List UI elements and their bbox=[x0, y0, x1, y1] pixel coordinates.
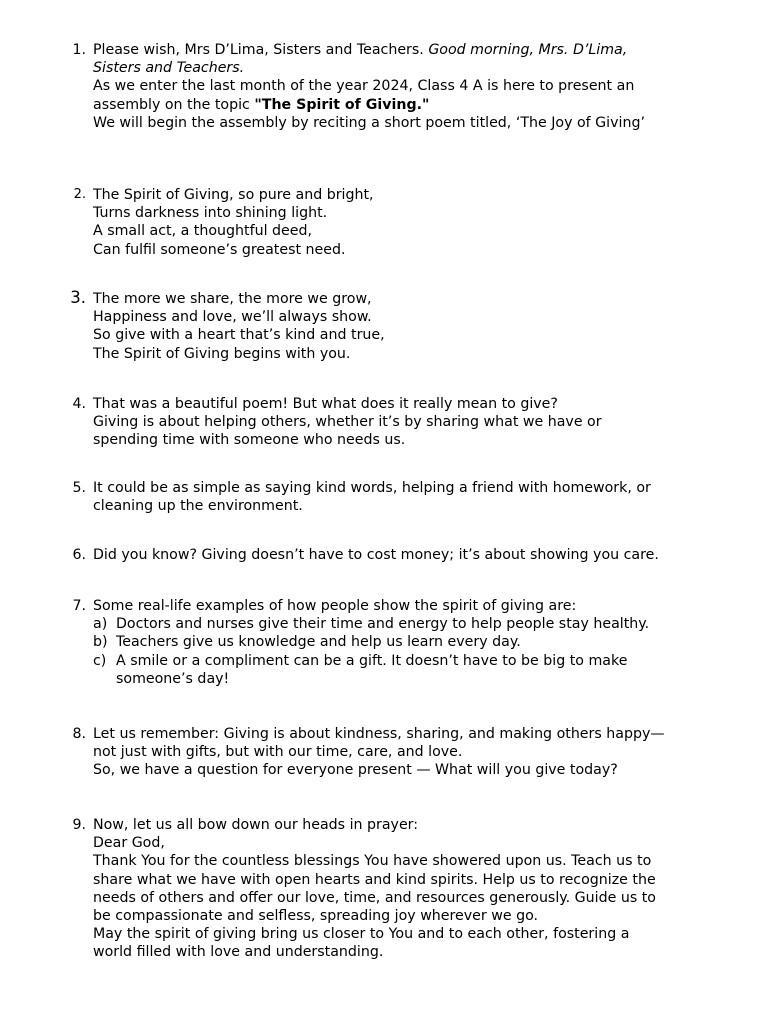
poem-line: The Spirit of Giving begins with you. bbox=[93, 345, 351, 362]
poem-line: Can fulfil someone’s greatest need. bbox=[93, 241, 346, 258]
list-item-5 bbox=[60, 479, 730, 515]
list-item-7 bbox=[60, 597, 730, 688]
poem-line: The Spirit of Giving, so pure and bright, bbox=[93, 187, 374, 203]
poem-line: The more we share, the more we grow, bbox=[93, 291, 372, 307]
text-line: not just with gifts, but with our time, care, and love. bbox=[93, 744, 463, 761]
poem-line: Turns darkness into shining light. bbox=[93, 205, 328, 222]
poem-line: So give with a heart that’s kind and true, bbox=[93, 327, 385, 344]
greeting-line bbox=[93, 41, 733, 59]
text-line: Some real-life examples of how people show the spirit of giving are: bbox=[93, 598, 577, 614]
text-line: It could be as simple as saying kind words, helping a friend with homework, or bbox=[93, 480, 651, 496]
text-line: Dear God, bbox=[93, 835, 165, 852]
poem-stanza-2 bbox=[93, 290, 733, 363]
item-body bbox=[93, 546, 733, 564]
text-line: A smile or a compliment can be a gift. It doesn’t have to be big to make bbox=[116, 652, 628, 669]
text-line: someone’s day! bbox=[116, 670, 230, 687]
sub-item-c bbox=[93, 652, 733, 688]
greeting-reply-continued: Sisters and Teachers. bbox=[93, 60, 245, 77]
sub-item-label: b) bbox=[93, 634, 108, 651]
sub-item-label: a) bbox=[93, 616, 108, 633]
item-number: 1. bbox=[72, 42, 86, 58]
intro-line: We will begin the assembly by reciting a short poem titled, ‘The Joy of Giving’ bbox=[93, 114, 645, 131]
text-line: cleaning up the environment. bbox=[93, 498, 303, 515]
item-number: 6. bbox=[72, 547, 86, 563]
poem-stanza-1 bbox=[93, 186, 733, 259]
text-line: spending time with someone who needs us. bbox=[93, 432, 406, 449]
topic-line bbox=[93, 96, 733, 114]
text-line: needs of others and offer our love, time, and resources generously. Guide us to bbox=[93, 889, 656, 906]
poem-line: A small act, a thoughtful deed, bbox=[93, 223, 312, 240]
greeting-text: Please wish, Mrs D’Lima, Sisters and Teachers. bbox=[93, 42, 424, 58]
text-line: Thank You for the countless blessings You have showered upon us. Teach us to bbox=[93, 853, 652, 870]
text-line: Giving is about helping others, whether it’s by sharing what we have or bbox=[93, 414, 602, 431]
sub-item-a bbox=[93, 615, 733, 633]
item-number: 9. bbox=[72, 817, 86, 833]
item-number: 5. bbox=[72, 480, 86, 496]
sub-item-b bbox=[93, 633, 733, 651]
item-body bbox=[93, 725, 733, 780]
text-line: That was a beautiful poem! But what does it really mean to give? bbox=[93, 396, 558, 412]
prayer-body bbox=[93, 816, 733, 962]
text-line: be compassionate and selfless, spreading joy wherever we go. bbox=[93, 908, 539, 925]
list-item-3 bbox=[60, 290, 730, 363]
item-number: 2. bbox=[73, 187, 86, 202]
poem-line: Happiness and love, we’ll always show. bbox=[93, 309, 372, 326]
text-line: Teachers give us knowledge and help us learn every day. bbox=[116, 634, 521, 651]
item-body bbox=[93, 395, 733, 450]
item-number: 8. bbox=[72, 726, 86, 742]
intro-line: As we enter the last month of the year 2024, Class 4 A is here to present an bbox=[93, 78, 635, 95]
list-item-1 bbox=[60, 41, 730, 132]
text-line: Doctors and nurses give their time and energy to help people stay healthy. bbox=[116, 616, 650, 633]
sub-item-label: c) bbox=[93, 652, 107, 669]
list-item-2 bbox=[60, 186, 730, 259]
intro-text: assembly on the topic bbox=[93, 96, 250, 113]
item-number: 4. bbox=[72, 396, 86, 412]
list-item-8 bbox=[60, 725, 730, 780]
item-body bbox=[93, 479, 733, 515]
item-body bbox=[93, 41, 733, 132]
greeting-reply: Good morning, Mrs. D’Lima, bbox=[428, 42, 628, 58]
item-number: 3. bbox=[70, 288, 86, 307]
text-line: share what we have with open hearts and kind spirits. Help us to recognize the bbox=[93, 871, 656, 888]
list-item-9 bbox=[60, 816, 730, 962]
text-line: Did you know? Giving doesn’t have to cost money; it’s about showing you care. bbox=[93, 547, 659, 563]
text-line: Let us remember: Giving is about kindness, sharing, and making others happy— bbox=[93, 726, 665, 742]
text-line: world filled with love and understanding. bbox=[93, 944, 384, 961]
text-line: Now, let us all bow down our heads in prayer: bbox=[93, 817, 419, 833]
item-body bbox=[93, 597, 733, 688]
list-item-6 bbox=[60, 546, 730, 564]
text-line: So, we have a question for everyone present — What will you give today? bbox=[93, 762, 618, 779]
list-item-4 bbox=[60, 395, 730, 450]
assembly-topic: "The Spirit of Giving." bbox=[254, 96, 430, 113]
text-line: May the spirit of giving bring us closer to You and to each other, fostering a bbox=[93, 926, 630, 943]
item-number: 7. bbox=[72, 598, 86, 614]
